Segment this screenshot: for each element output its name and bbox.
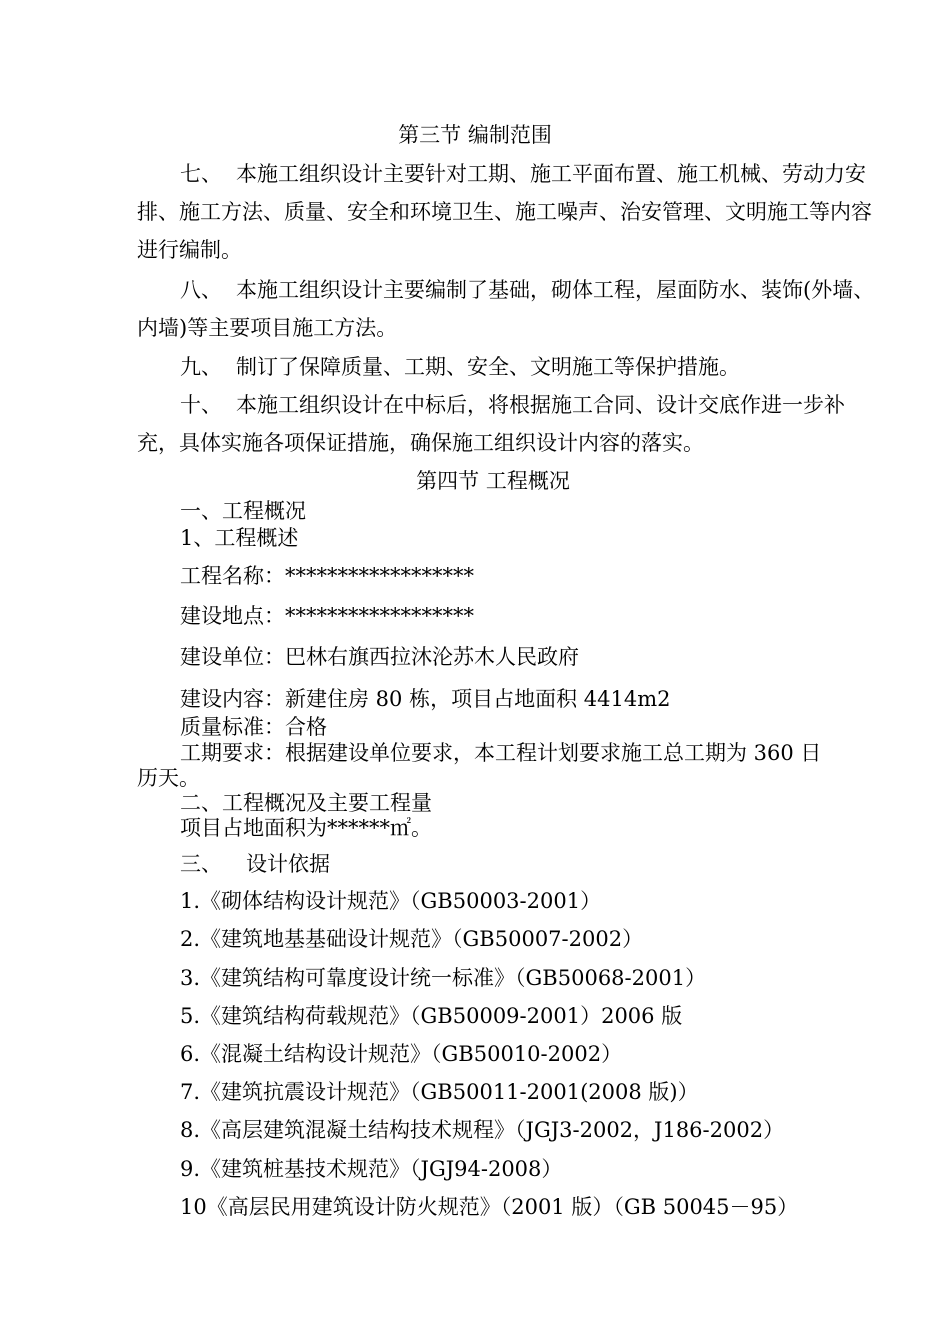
paragraph-9-number: 九、 xyxy=(180,355,222,379)
field-owner: 建设单位：巴林右旗西拉沐沦苏木人民政府 xyxy=(180,645,579,669)
heading-design-basis-number: 三、 xyxy=(180,852,222,876)
paragraph-8-line-2: 内墙)等主要项目施工方法。 xyxy=(137,316,398,340)
paragraph-8-line-1: 本施工组织设计主要编制了基础，砌体工程，屋面防水、装饰(外墙、 xyxy=(236,278,875,302)
heading-design-basis: 设计依据 xyxy=(246,852,330,876)
paragraph-10-line-2: 充，具体实施各项保证措施，确保施工组织设计内容的落实。 xyxy=(137,431,704,455)
reference-item: 1.《砌体结构设计规范》（GB50003-2001） xyxy=(180,889,602,913)
reference-item: 5.《建筑结构荷载规范》（GB50009-2001）2006 版 xyxy=(180,1004,683,1028)
field-quality: 质量标准：合格 xyxy=(180,715,327,739)
field-duration-line-1: 工期要求：根据建设单位要求，本工程计划要求施工总工期为 360 日 xyxy=(180,741,822,765)
reference-item: 6.《混凝土结构设计规范》（GB50010-2002） xyxy=(180,1042,623,1066)
paragraph-7-line-3: 进行编制。 xyxy=(137,238,242,262)
paragraph-10-line-1: 本施工组织设计在中标后，将根据施工合同、设计交底作进一步补 xyxy=(236,393,845,417)
section-4-title: 第四节 工程概况 xyxy=(416,469,570,493)
paragraph-9-line-1: 制订了保障质量、工期、安全、文明施工等保护措施。 xyxy=(236,355,740,379)
paragraph-7-number: 七、 xyxy=(180,162,222,186)
heading-quantities: 二、工程概况及主要工程量 xyxy=(180,791,432,815)
field-duration-line-2: 历天。 xyxy=(137,766,200,790)
heading-project-summary: 1、工程概述 xyxy=(180,526,299,550)
heading-project-overview: 一、工程概况 xyxy=(180,499,306,523)
paragraph-7-line-1: 本施工组织设计主要针对工期、施工平面布置、施工机械、劳动力安 xyxy=(236,162,866,186)
field-area: 项目占地面积为******㎡。 xyxy=(180,816,432,840)
field-project-name: 工程名称：****************** xyxy=(180,564,474,588)
reference-item: 3.《建筑结构可靠度设计统一标准》（GB50068-2001） xyxy=(180,966,707,990)
paragraph-8-number: 八、 xyxy=(180,278,222,302)
section-3-title: 第三节 编制范围 xyxy=(398,123,552,147)
paragraph-7-line-2: 排、施工方法、质量、安全和环境卫生、施工噪声、治安管理、文明施工等内容 xyxy=(137,200,872,224)
reference-item: 7.《建筑抗震设计规范》（GB50011-2001(2008 版)） xyxy=(180,1080,699,1104)
reference-item: 8.《高层建筑混凝土结构技术规程》（JGJ3-2002，J186-2002） xyxy=(180,1118,785,1142)
paragraph-10-number: 十、 xyxy=(180,393,222,417)
reference-item: 2.《建筑地基基础设计规范》（GB50007-2002） xyxy=(180,927,644,951)
reference-item: 9.《建筑桩基技术规范》（JGJ94-2008） xyxy=(180,1157,563,1181)
reference-item: 10《高层民用建筑设计防火规范》（2001 版）（GB 50045－95） xyxy=(180,1195,799,1219)
field-content: 建设内容：新建住房 80 栋，项目占地面积 4414m2 xyxy=(180,687,671,711)
field-location: 建设地点：****************** xyxy=(180,604,474,628)
